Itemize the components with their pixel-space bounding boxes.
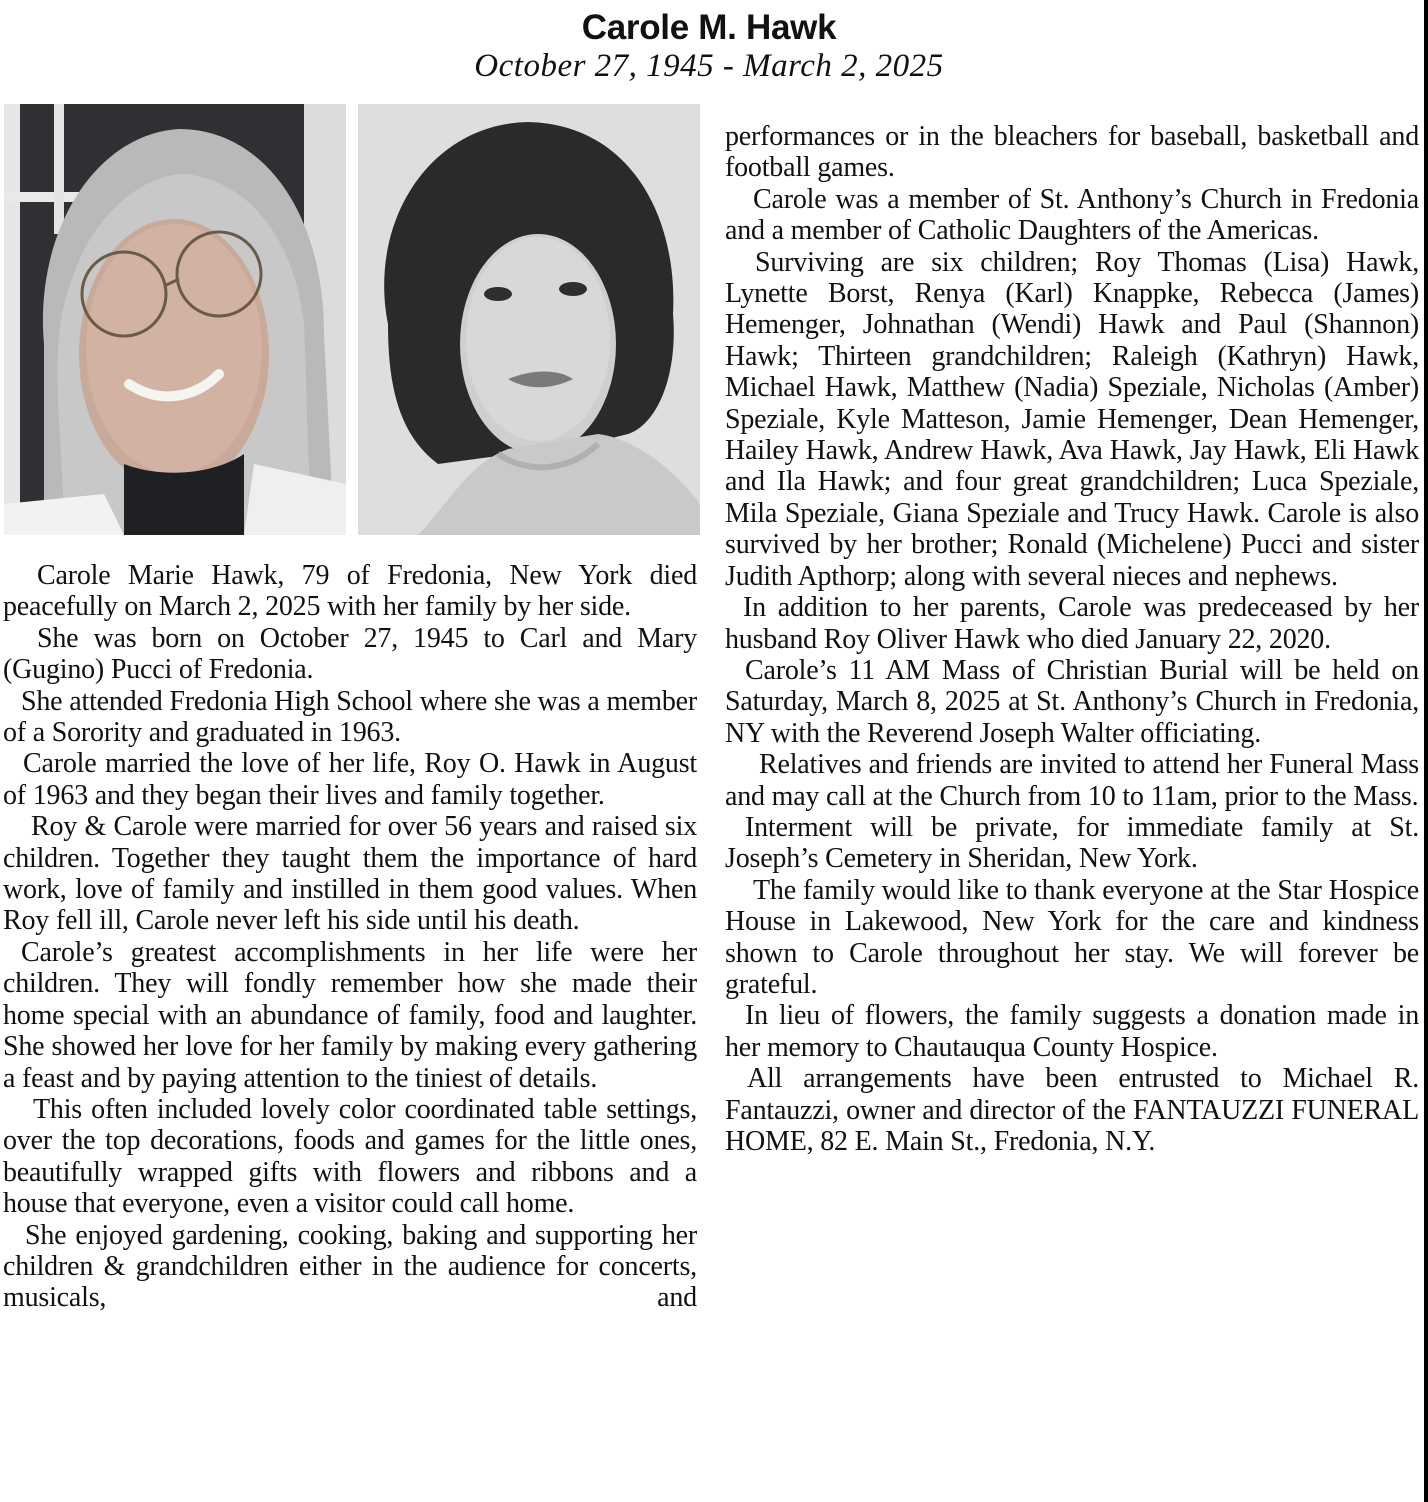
portrait-image (358, 104, 700, 535)
paragraph-predeceased: In addition to her parents, Carole was predeceased by her husband Roy Oliver Hawk who died January 22, 2020. (725, 592, 1419, 655)
paragraph-hobbies-continued: performances or in the bleachers for baseball, basketball and football games. (725, 121, 1419, 184)
paragraph-hobbies: She enjoyed gardening, cooking, baking and supporting her children & grandchildren either in the audience for concerts, musicals, and (3, 1219, 697, 1314)
photo-youth-portrait (358, 104, 700, 535)
obituary-text-right-column (725, 121, 1419, 1157)
paragraph-intro: Carole Marie Hawk, 79 of Fredonia, New York died peacefully on March 2, 2025 with her family by her side. (3, 560, 697, 623)
paragraph-donations: In lieu of flowers, the family suggests a donation made in her memory to Chautauqua County Hospice. (725, 1000, 1419, 1063)
photo-recent-portrait (4, 104, 346, 535)
paragraph-accomplishments: Carole’s greatest accomplishments in her life were her children. They will fondly remember how she made their home special with an abundance of family, food and laughter. She showed her love for her family by making every gathering a feast and by paying attention to the tiniest of details. (3, 936, 697, 1094)
paragraph-family-life: Roy & Carole were married for over 56 years and raised six children. Together they taught them the importance of hard work, love of family and instilled in them good values. When Roy fell ill, Carole never left his side until his death. (3, 811, 697, 937)
paragraph-thanks: The family would like to thank everyone at the Star Hospice House in Lakewood, New York for the care and kindness shown to Carole throughout her stay. We will forever be grateful. (725, 874, 1419, 1000)
page-border-right (1424, 0, 1428, 1502)
paragraph-calling-hours: Relatives and friends are invited to attend her Funeral Mass and may call at the Church from 10 to 11am, prior to the Mass. (725, 749, 1419, 812)
obituary-header (0, 8, 1418, 84)
paragraph-survivors: Surviving are six children; Roy Thomas (Lisa) Hawk, Lynette Borst, Renya (Karl) Knappke, Rebecca (James) Hemenger, Johnathan (Wendi) Hawk and Paul (Shannon) Hawk; Thirteen grandchildren; Raleigh (Kathryn) Hawk, Michael Hawk, Matthew (Nadia) Speziale, Nicholas (Amber) Speziale, Kyle Matteson, Jamie Hemenger, Dean Hemenger, Hailey Hawk, Andrew Hawk, Ava Hawk, Jay Hawk, Eli Hawk and Ila Hawk; and four great grandchildren; Luca Speziale, Mila Speziale, Giana Speziale and Trucy Hawk. Carole is also survived by her brother; Ronald (Michelene) Pucci and sister Judith Apthorp; along with several nieces and nephews. (725, 246, 1419, 592)
paragraph-mass: Carole’s 11 AM Mass of Christian Burial will be held on Saturday, March 8, 2025 at St. Anthony’s Church in Fredonia, NY with the Reverend Joseph Walter officiating. (725, 654, 1419, 749)
portrait-image (4, 104, 346, 535)
paragraph-arrangements: All arrangements have been entrusted to Michael R. Fantauzzi, owner and director of the FANTAUZZI FUNERAL HOME, 82 E. Main St., Fredonia, N.Y. (725, 1063, 1419, 1157)
paragraph-marriage: Carole married the love of her life, Roy O. Hawk in August of 1963 and they began their lives and family together. (3, 748, 697, 811)
paragraph-church: Carole was a member of St. Anthony’s Church in Fredonia and a member of Catholic Daughters of the Americas. (725, 183, 1419, 247)
paragraph-gatherings: This often included lovely color coordinated table settings, over the top decorations, foods and games for the little ones, beautifully wrapped gifts with flowers and ribbons and a house that everyone, even a visitor could call home. (3, 1093, 697, 1220)
paragraph-interment: Interment will be private, for immediate family at St. Joseph’s Cemetery in Sheridan, New York. (725, 811, 1419, 875)
paragraph-birth: She was born on October 27, 1945 to Carl and Mary (Gugino) Pucci of Fredonia. (3, 622, 697, 686)
life-dates: October 27, 1945 - March 2, 2025 (474, 48, 944, 84)
deceased-name: Carole M. Hawk (581, 8, 837, 47)
paragraph-education: She attended Fredonia High School where she was a member of a Sorority and graduated in 1963. (3, 685, 697, 749)
obituary-text-left-column (3, 560, 697, 1314)
